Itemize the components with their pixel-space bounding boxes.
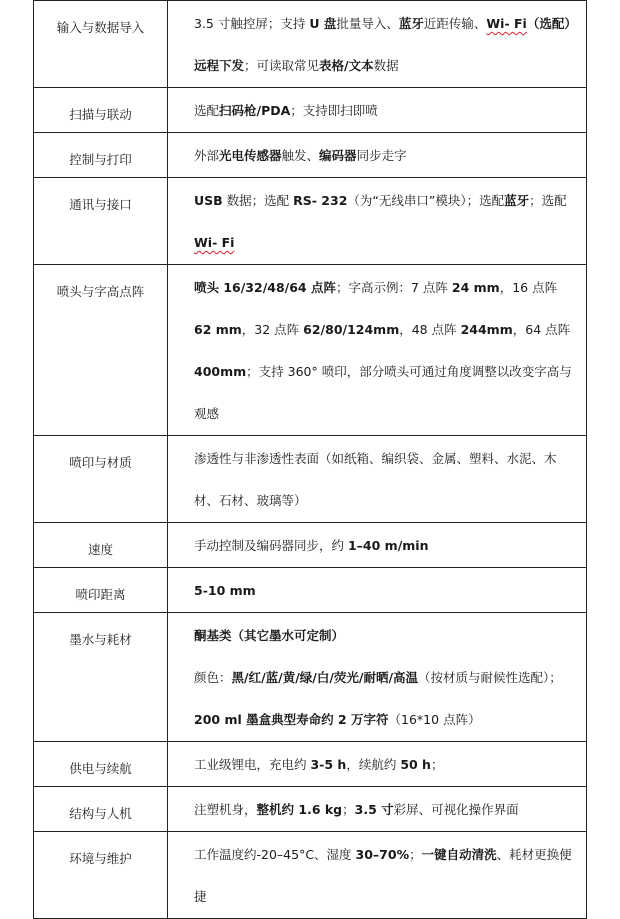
text-segment: 彩屏、可视化操作界面 bbox=[393, 802, 519, 817]
row-value bbox=[168, 523, 587, 568]
row-label: 供电与续航 bbox=[34, 742, 168, 787]
bold-text: （选配）远程下发 bbox=[194, 16, 577, 73]
bold-text: 扫码枪/PDA bbox=[219, 103, 291, 118]
value-line bbox=[194, 267, 578, 435]
text-segment: （为“无线串口”模块）；选配 bbox=[347, 193, 505, 208]
text-segment: ；选配 bbox=[529, 193, 567, 208]
value-line bbox=[194, 570, 578, 612]
value-line bbox=[194, 135, 578, 177]
text-segment: ，16 点阵 bbox=[499, 280, 558, 295]
table-row bbox=[34, 568, 587, 613]
text-segment: （16*10 点阵） bbox=[388, 712, 481, 727]
bold-text: 表格/文本 bbox=[319, 58, 374, 73]
value-line bbox=[194, 834, 578, 918]
row-value bbox=[168, 787, 587, 832]
value-line bbox=[194, 615, 578, 657]
spec-table bbox=[33, 0, 587, 919]
row-label: 速度 bbox=[34, 523, 168, 568]
bold-text: 3-5 h bbox=[310, 757, 347, 772]
value-line bbox=[194, 90, 578, 132]
value-line bbox=[194, 180, 578, 264]
bold-text: Wi- Fi bbox=[486, 16, 527, 31]
bold-text: 蓝牙 bbox=[504, 193, 530, 208]
value-line bbox=[194, 744, 578, 786]
row-label: 结构与人机 bbox=[34, 787, 168, 832]
row-value bbox=[168, 832, 587, 919]
row-label: 墨水与耗材 bbox=[34, 613, 168, 742]
row-label: 喷印与材质 bbox=[34, 436, 168, 523]
text-segment: 手动控制及编码器同步，约 bbox=[194, 538, 348, 553]
row-label: 控制与打印 bbox=[34, 133, 168, 178]
bold-text: 3.5 寸 bbox=[354, 802, 394, 817]
row-value bbox=[168, 265, 587, 436]
text-segment: 选配 bbox=[194, 103, 220, 118]
text-segment: ，64 点阵 bbox=[512, 322, 571, 337]
table-row bbox=[34, 832, 587, 919]
bold-text: U 盘 bbox=[309, 16, 337, 31]
text-segment: 触发、 bbox=[281, 148, 320, 163]
bold-text: 50 h bbox=[400, 757, 431, 772]
text-segment: 颜色： bbox=[194, 670, 232, 685]
bold-text: 黑/红/蓝/黄/绿/白/荧光/耐晒/高温 bbox=[231, 670, 419, 685]
row-label: 喷印距离 bbox=[34, 568, 168, 613]
table-row bbox=[34, 436, 587, 523]
text-segment: ；支持 360° 喷印，部分喷头可通过角度调整以改变字高与观感 bbox=[194, 364, 572, 421]
text-segment: 工业级锂电，充电约 bbox=[194, 757, 311, 772]
text-segment: 工作温度约-20–45°C、湿度 bbox=[194, 847, 356, 862]
text-segment: 3.5 寸触控屏；支持 bbox=[194, 16, 310, 31]
text-segment: （按材质与耐候性选配）； bbox=[418, 670, 562, 685]
row-value bbox=[168, 742, 587, 787]
table-row bbox=[34, 88, 587, 133]
row-label: 输入与数据导入 bbox=[34, 1, 168, 88]
value-line bbox=[194, 525, 578, 567]
text-segment: ，32 点阵 bbox=[241, 322, 304, 337]
value-line bbox=[194, 789, 578, 831]
bold-text: 蓝牙 bbox=[398, 16, 424, 31]
bold-text: 62 mm bbox=[194, 322, 242, 337]
table-row bbox=[34, 787, 587, 832]
text-segment: ；字高示例：7 点阵 bbox=[335, 280, 452, 295]
bold-text: 2 万字符 bbox=[337, 712, 389, 727]
text-segment: ；可读取常见 bbox=[244, 58, 320, 73]
text-segment: ，48 点阵 bbox=[399, 322, 461, 337]
spec-table-body bbox=[34, 1, 587, 919]
text-segment: 批量导入、 bbox=[336, 16, 399, 31]
bold-text: 5-10 mm bbox=[194, 583, 256, 598]
bold-text: 30–70% bbox=[355, 847, 410, 862]
bold-text: 整机约 1.6 kg bbox=[256, 802, 343, 817]
row-label: 扫描与联动 bbox=[34, 88, 168, 133]
bold-text: 200 ml 墨盒典型寿命约 bbox=[194, 712, 338, 727]
text-segment: ； bbox=[430, 757, 444, 772]
table-row bbox=[34, 523, 587, 568]
value-line bbox=[194, 438, 578, 522]
row-value bbox=[168, 178, 587, 265]
text-segment: 外部 bbox=[194, 148, 220, 163]
row-value bbox=[168, 88, 587, 133]
text-segment: ，续航约 bbox=[346, 757, 401, 772]
row-label: 通讯与接口 bbox=[34, 178, 168, 265]
bold-text: 酮基类（其它墨水可定制） bbox=[194, 628, 345, 643]
bold-text: USB bbox=[194, 193, 223, 208]
text-segment: 数据；选配 bbox=[222, 193, 294, 208]
row-value bbox=[168, 613, 587, 742]
text-segment: 渗透性与非渗透性表面（如纸箱、编织袋、金属、塑料、水泥、木材、石材、玻璃等） bbox=[194, 451, 557, 508]
text-segment: 、耗材更换便捷 bbox=[194, 847, 572, 904]
row-label: 喷头与字高点阵 bbox=[34, 265, 168, 436]
bold-text: 1–40 m/min bbox=[347, 538, 429, 553]
row-value bbox=[168, 436, 587, 523]
table-row bbox=[34, 265, 587, 436]
bold-text: 喷头 16/32/48/64 点阵 bbox=[194, 280, 336, 295]
value-line bbox=[194, 3, 578, 87]
bold-text: 光电传感器 bbox=[219, 148, 282, 163]
bold-text: 24 mm bbox=[451, 280, 500, 295]
row-value bbox=[168, 1, 587, 88]
text-segment: 注塑机身， bbox=[194, 802, 257, 817]
row-value bbox=[168, 568, 587, 613]
bold-text: 一键自动清洗 bbox=[421, 847, 497, 862]
value-line bbox=[194, 657, 578, 699]
table-row bbox=[34, 1, 587, 88]
text-segment: 近距传输、 bbox=[423, 16, 487, 31]
bold-text: 400mm bbox=[194, 364, 247, 379]
table-row bbox=[34, 133, 587, 178]
bold-text: RS- 232 bbox=[293, 193, 348, 208]
bold-text: 62/80/124mm bbox=[303, 322, 400, 337]
row-value bbox=[168, 133, 587, 178]
table-row bbox=[34, 742, 587, 787]
text-segment: ； bbox=[342, 802, 355, 817]
text-segment: ；支持即扫即喷 bbox=[290, 103, 378, 118]
bold-text: 编码器 bbox=[319, 148, 357, 163]
text-segment: ； bbox=[409, 847, 422, 862]
bold-text: 244mm bbox=[460, 322, 513, 337]
row-label: 环境与维护 bbox=[34, 832, 168, 919]
text-segment: 数据 bbox=[373, 58, 399, 73]
value-line bbox=[194, 699, 578, 741]
bold-text: Wi- Fi bbox=[194, 235, 235, 250]
table-row bbox=[34, 178, 587, 265]
text-segment: 同步走字 bbox=[356, 148, 407, 163]
table-row bbox=[34, 613, 587, 742]
